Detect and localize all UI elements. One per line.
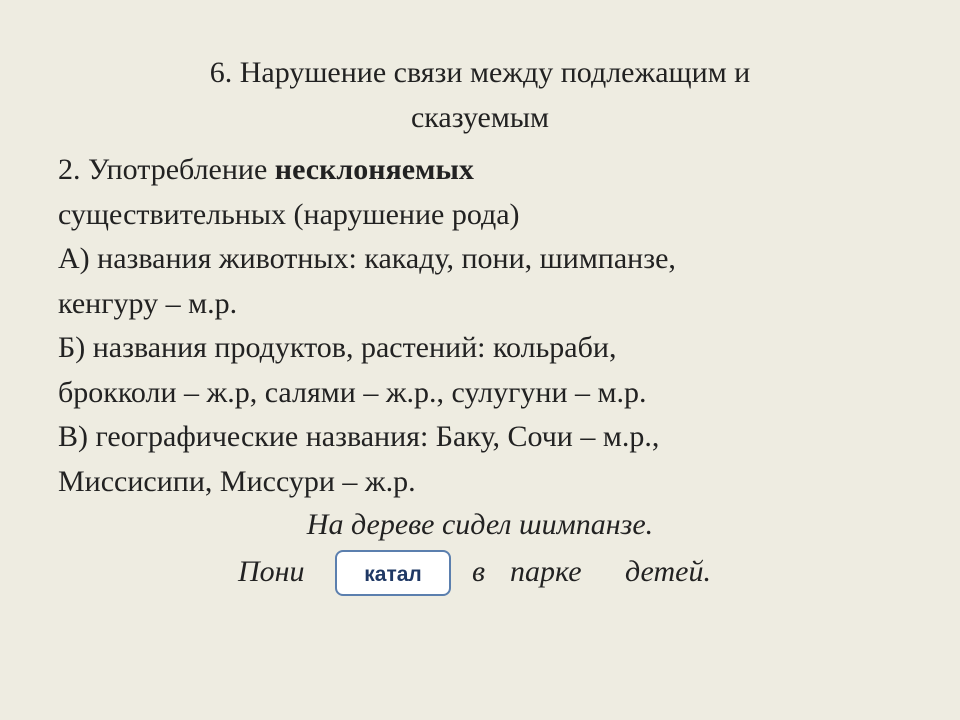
- slide-body: [58, 148, 918, 504]
- example-word-detey: детей.: [625, 555, 711, 588]
- point-2-bold-term: несклоняемых: [274, 153, 474, 186]
- example-word-v: в: [472, 555, 486, 588]
- point-2-line-1: [58, 148, 918, 193]
- point-b-line-2: брокколи – ж.р, салями – ж.р., сулугуни – м.р.: [58, 375, 647, 409]
- answer-verb-button[interactable]: [335, 550, 451, 596]
- point-a-line-2: кенгуру – м.р.: [58, 286, 238, 320]
- example-word-parke: парке: [510, 555, 582, 588]
- example-word-poni: Пони: [238, 555, 305, 588]
- point-2-prefix: 2. Употребление: [58, 153, 275, 186]
- slide-title: [80, 50, 880, 140]
- example-sentence-2: [0, 550, 960, 596]
- point-a-line-1: А) названия животных: какаду, пони, шимпанзе,: [58, 242, 676, 275]
- point-2-line-2: существительных (нарушение рода): [58, 197, 520, 231]
- title-line-1: 6. Нарушение связи между подлежащим и: [209, 56, 751, 89]
- answer-verb-label: катал: [364, 563, 422, 586]
- example-sentence-1: На дереве сидел шимпанзе.: [306, 508, 654, 541]
- point-b-line-1: Б) названия продуктов, растений: кольраби,: [58, 331, 617, 364]
- point-v-line-2: Миссисипи, Миссури – ж.р.: [58, 464, 416, 498]
- title-line-2: сказуемым: [410, 101, 550, 134]
- point-v-line-1: В) географические названия: Баку, Сочи – м.р.,: [58, 420, 660, 453]
